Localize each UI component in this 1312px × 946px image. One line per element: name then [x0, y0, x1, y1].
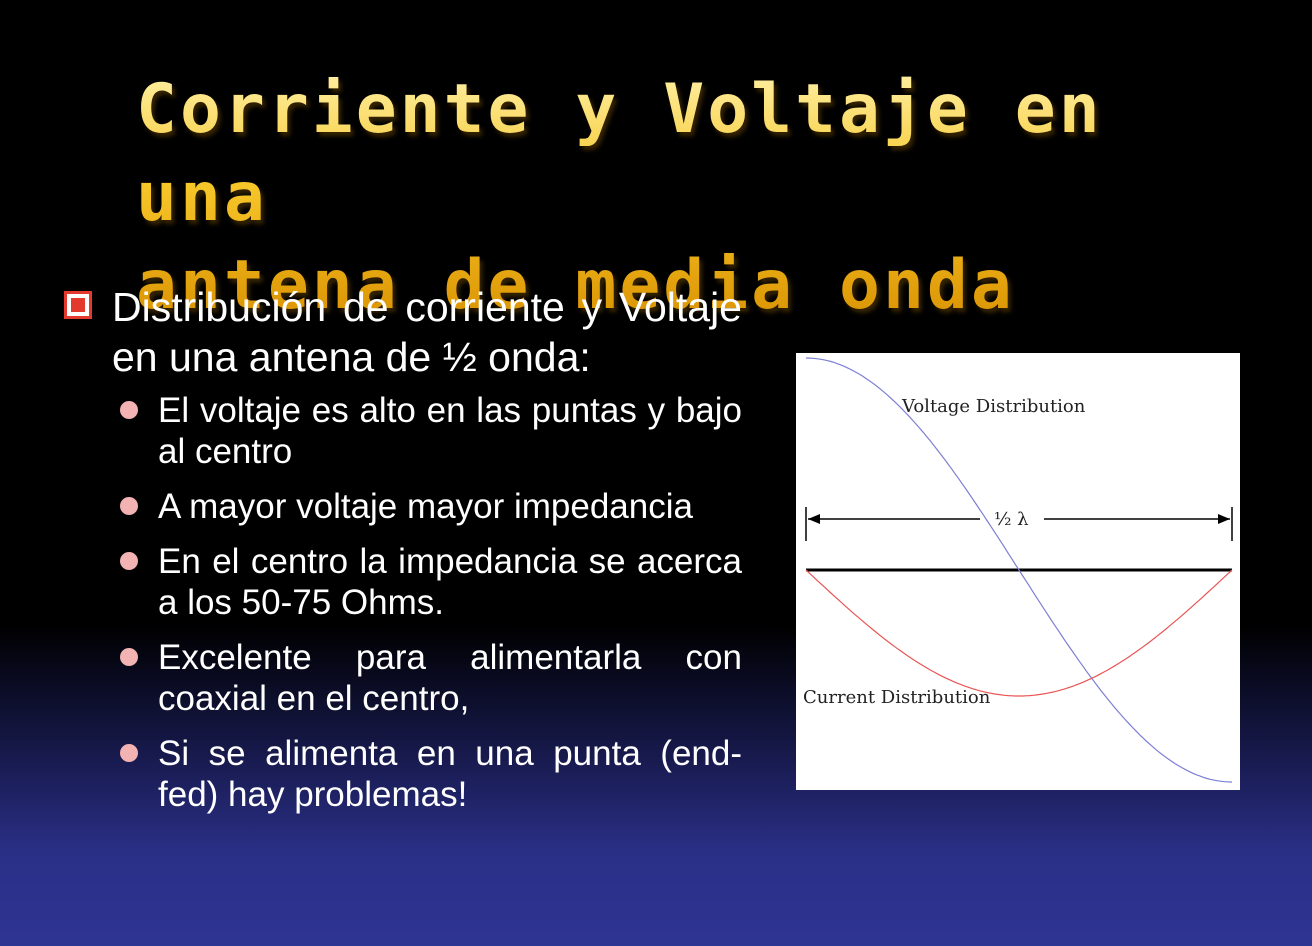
current-distribution-curve: [806, 570, 1232, 696]
half-wavelength-label: ½ λ: [994, 509, 1029, 530]
title-line-1: Corriente y Voltaje en una: [136, 70, 1103, 237]
sub-bullet-text: En el centro la impedancia se acerca a los 50-75 Ohms.: [158, 542, 742, 622]
dot-bullet-icon: [120, 744, 138, 762]
title-line-2: antena de media onda: [136, 246, 1015, 325]
sub-bullet: [62, 486, 742, 527]
dot-bullet-icon: [120, 497, 138, 515]
sub-bullet-list: [62, 390, 742, 815]
bullet-content: [62, 282, 742, 829]
right-arrowhead-icon: [1218, 514, 1230, 524]
main-bullet-text: Distribución de corriente y Voltaje en una antena de ½ onda:: [112, 284, 742, 380]
sub-bullet: [62, 390, 742, 472]
dot-bullet-icon: [120, 552, 138, 570]
sub-bullet: [62, 637, 742, 719]
square-bullet-icon: [64, 291, 92, 319]
diagram-canvas: [796, 353, 1240, 790]
voltage-distribution-label: Voltage Distribution: [902, 396, 1086, 417]
current-distribution-label: Current Distribution: [803, 687, 991, 708]
sub-bullet: [62, 733, 742, 815]
sub-bullet-text: El voltaje es alto en las puntas y bajo al centro: [158, 391, 742, 471]
sub-bullet-text: Excelente para alimentarla con coaxial en el centro,: [158, 638, 742, 718]
sub-bullet-text: A mayor voltaje mayor impedancia: [158, 487, 693, 526]
dot-bullet-icon: [120, 401, 138, 419]
sub-bullet-text: Si se alimenta en una punta (end-fed) hay problemas!: [158, 734, 742, 814]
left-arrowhead-icon: [808, 514, 820, 524]
sub-bullet: [62, 541, 742, 623]
main-bullet: [62, 282, 742, 382]
antenna-distribution-diagram: [796, 353, 1240, 790]
dot-bullet-icon: [120, 648, 138, 666]
